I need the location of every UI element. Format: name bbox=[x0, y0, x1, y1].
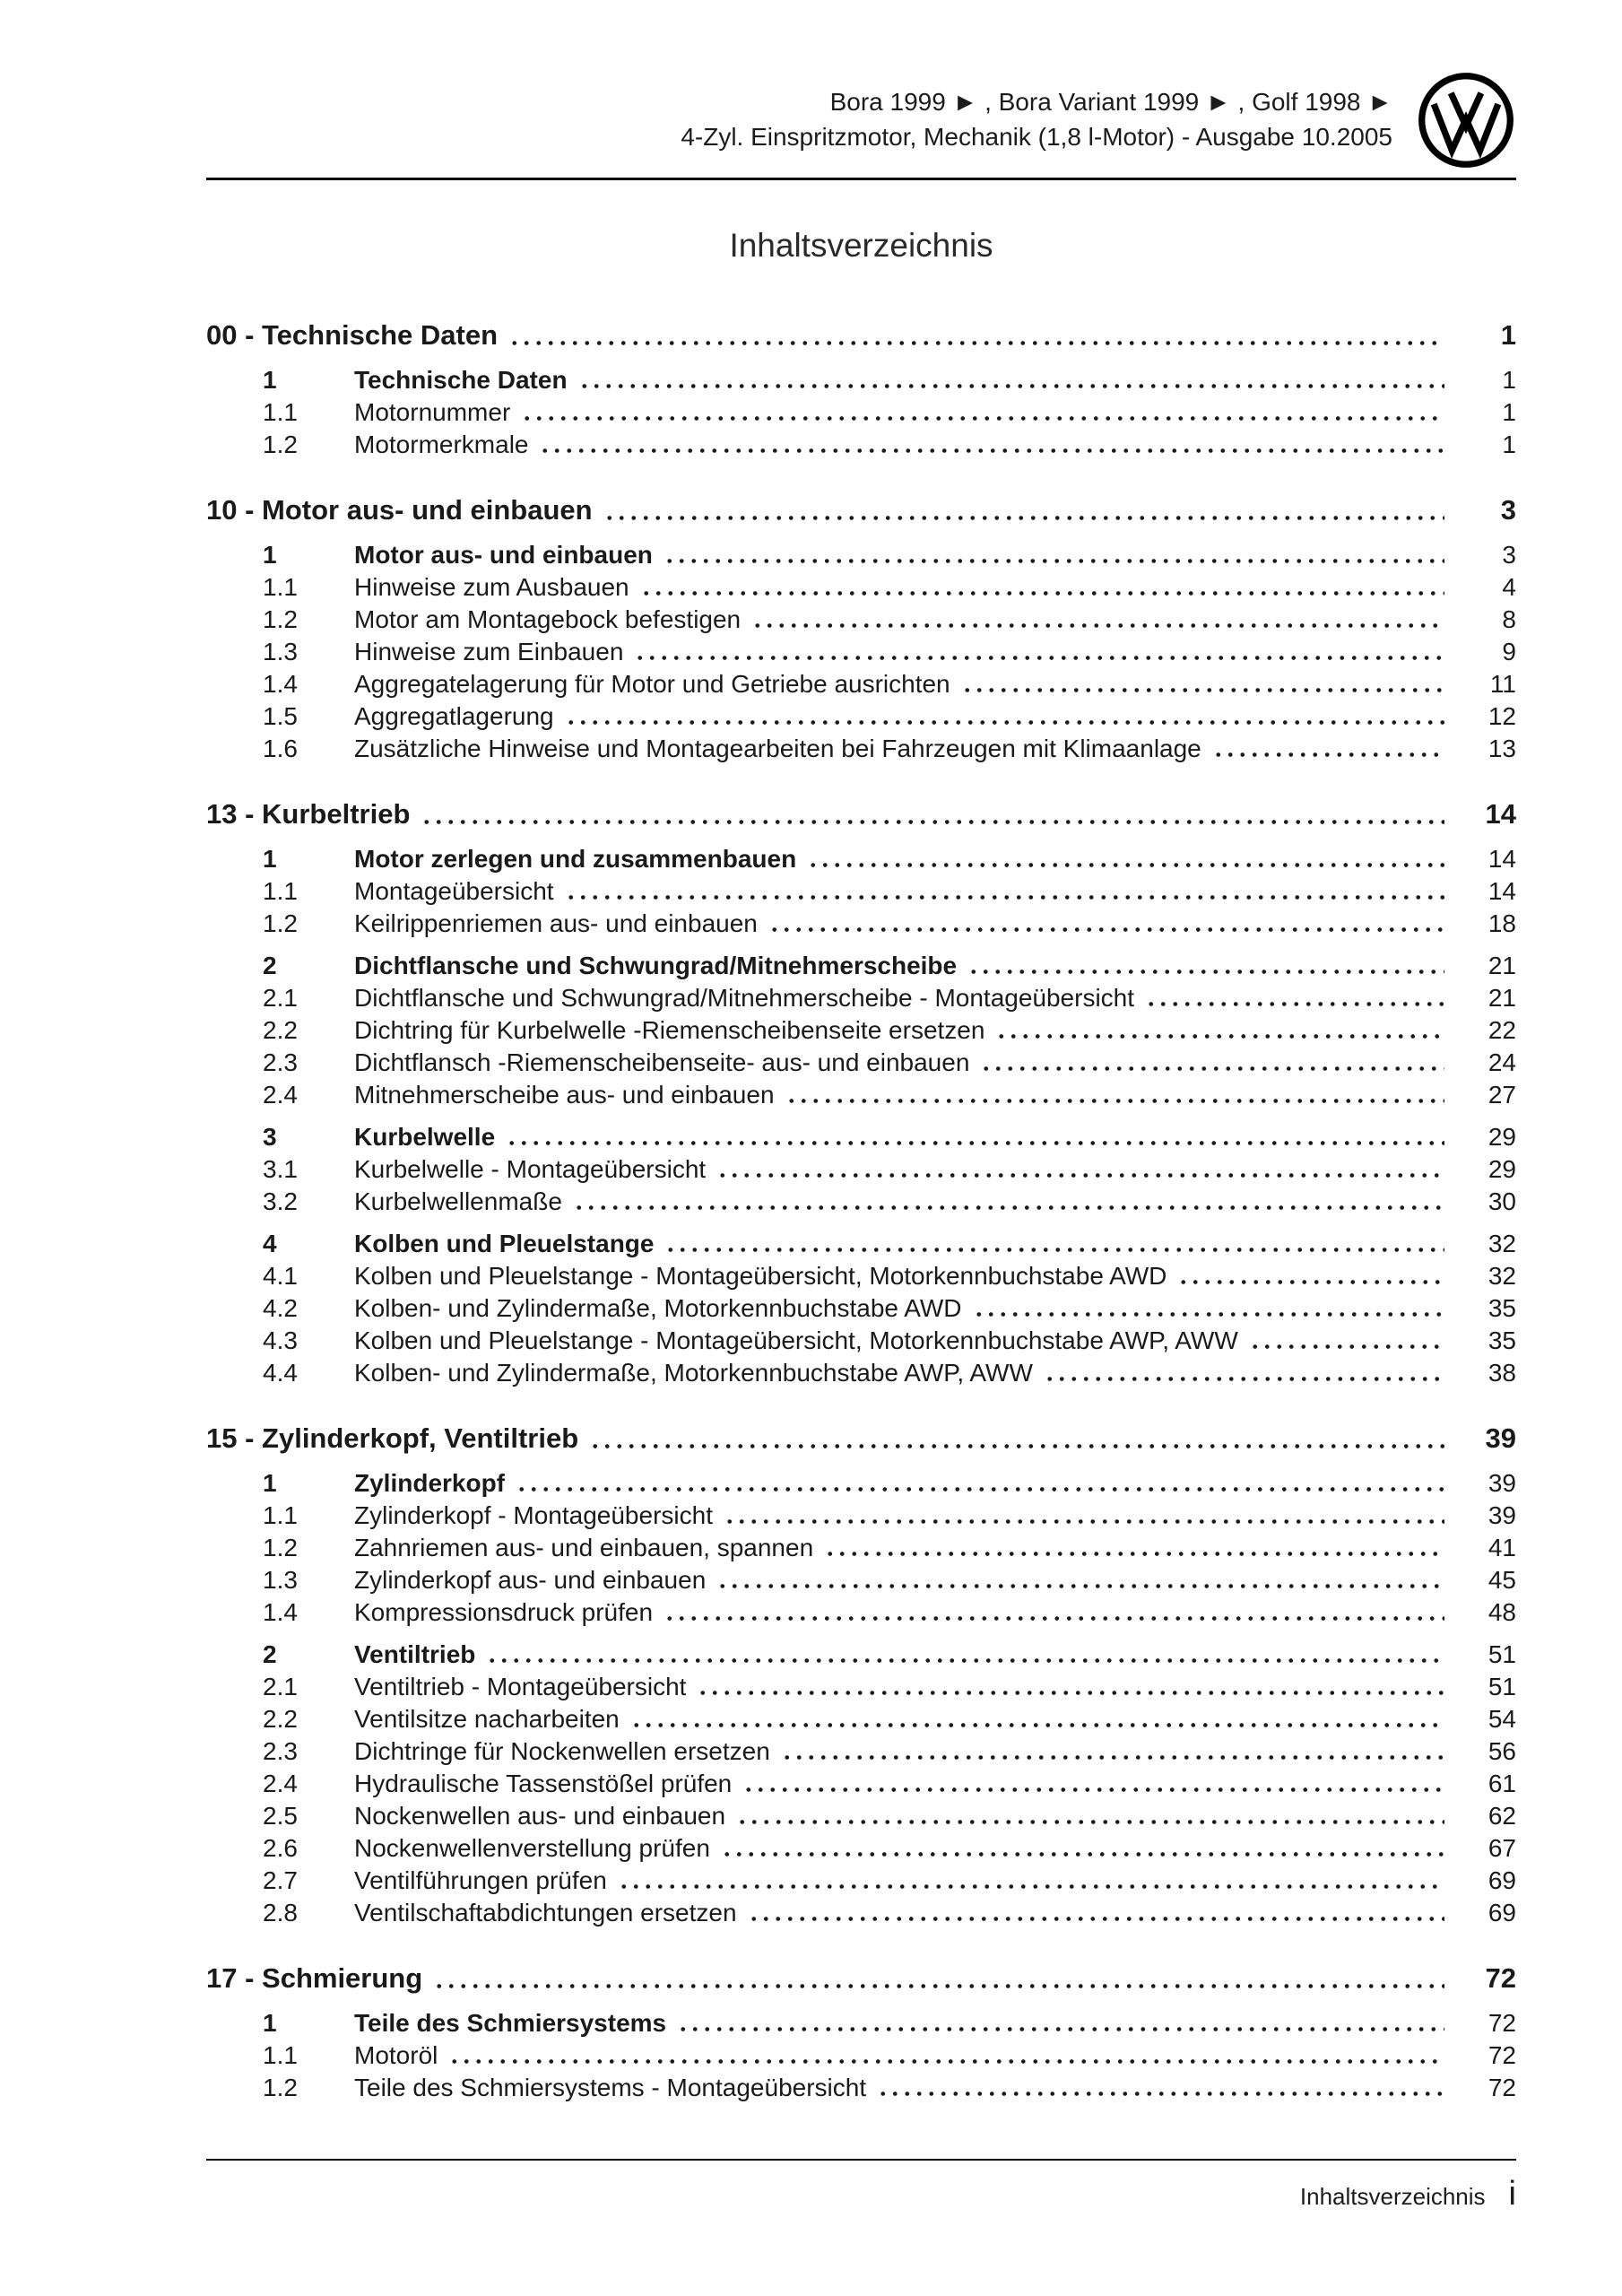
toc-section-row bbox=[206, 1897, 1516, 1929]
toc-chapter-row bbox=[206, 1960, 1516, 1997]
dot-leader bbox=[961, 668, 1444, 700]
section-page-number: 35 bbox=[1488, 1294, 1516, 1322]
section-page-number: 1 bbox=[1502, 366, 1516, 394]
section-page-number: 51 bbox=[1488, 1640, 1516, 1668]
section-page-number: 14 bbox=[1488, 845, 1516, 873]
toc-section-row bbox=[206, 1768, 1516, 1800]
chapter-page-number: 72 bbox=[1485, 1962, 1516, 1994]
section-page-number: 61 bbox=[1488, 1770, 1516, 1797]
dot-leader bbox=[807, 843, 1444, 875]
toc-section-row bbox=[206, 1467, 1516, 1500]
page-footer bbox=[206, 2159, 1516, 2213]
section-number: 1.3 bbox=[263, 1566, 298, 1594]
section-label: Zahnriemen aus- und einbauen, spannen bbox=[354, 1534, 814, 1561]
section-page-number: 27 bbox=[1488, 1081, 1516, 1109]
toc-section-row bbox=[206, 571, 1516, 604]
toc-section-row bbox=[206, 1186, 1516, 1218]
section-number: 2.6 bbox=[263, 1834, 298, 1862]
toc-section-row bbox=[206, 1121, 1516, 1153]
toc-chapter-row bbox=[206, 317, 1516, 354]
toc-section-row bbox=[206, 2007, 1516, 2039]
section-number: 2.2 bbox=[263, 1016, 298, 1044]
section-page-number: 9 bbox=[1502, 638, 1516, 665]
toc-section-row bbox=[206, 1079, 1516, 1111]
dot-leader bbox=[433, 1960, 1444, 1997]
chapter-page-number: 14 bbox=[1485, 798, 1516, 830]
section-number: 1.1 bbox=[263, 573, 298, 601]
dot-leader bbox=[486, 1639, 1444, 1671]
toc-chapter bbox=[206, 1420, 1516, 1929]
section-label: Kompressionsdruck prüfen bbox=[354, 1598, 654, 1626]
section-label: Dichtring für Kurbelwelle -Riemenscheibenseite ersetzen bbox=[354, 1016, 985, 1044]
section-number: 1.1 bbox=[263, 398, 298, 426]
dot-leader bbox=[634, 636, 1444, 668]
section-label: Keilrippenriemen aus- und einbauen bbox=[354, 909, 758, 937]
toc-section-row bbox=[206, 429, 1516, 461]
dot-leader bbox=[539, 429, 1444, 461]
section-number: 2.7 bbox=[263, 1866, 298, 1894]
section-page-number: 29 bbox=[1488, 1123, 1516, 1151]
section-label: Kolben- und Zylindermaße, Motorkennbuchstabe AWP, AWW bbox=[354, 1359, 1033, 1387]
section-number: 1.5 bbox=[263, 702, 298, 730]
section-label: Motor zerlegen und zusammenbauen bbox=[354, 845, 797, 873]
dot-leader bbox=[589, 1420, 1444, 1457]
chapter-page-number: 3 bbox=[1500, 494, 1516, 526]
section-page-number: 38 bbox=[1488, 1359, 1516, 1387]
section-number: 2.5 bbox=[263, 1802, 298, 1830]
toc-section-row bbox=[206, 1357, 1516, 1389]
toc-section-row bbox=[206, 908, 1516, 940]
chapter-label: 10 - Motor aus- und einbauen bbox=[206, 494, 593, 526]
toc-section-row bbox=[206, 1596, 1516, 1629]
toc-section-row bbox=[206, 636, 1516, 668]
header-edition-line: 4-Zyl. Einspritzmotor, Mechanik (1,8 l-Motor) - Ausgabe 10.2005 bbox=[681, 123, 1392, 151]
toc-section-row bbox=[206, 843, 1516, 875]
toc-chapter bbox=[206, 796, 1516, 1389]
dot-leader bbox=[578, 364, 1444, 396]
section-number: 3.2 bbox=[263, 1187, 298, 1215]
section-number: 1.4 bbox=[263, 1598, 298, 1626]
page-header bbox=[206, 70, 1516, 170]
section-page-number: 69 bbox=[1488, 1899, 1516, 1926]
table-of-contents bbox=[206, 317, 1516, 2104]
section-page-number: 4 bbox=[1502, 573, 1516, 601]
section-label: Dichtringe für Nockenwellen ersetzen bbox=[354, 1737, 770, 1765]
dot-leader bbox=[1044, 1357, 1444, 1389]
toc-chapter-row bbox=[206, 1420, 1516, 1457]
dot-leader bbox=[664, 539, 1444, 571]
dot-leader bbox=[565, 875, 1444, 908]
section-number: 2.4 bbox=[263, 1081, 298, 1109]
toc-section-row bbox=[206, 1532, 1516, 1564]
dot-leader bbox=[742, 1768, 1444, 1800]
section-number: 3.1 bbox=[263, 1155, 298, 1183]
section-label: Motor aus- und einbauen bbox=[354, 541, 653, 569]
toc-section-row bbox=[206, 1500, 1516, 1532]
toc-section-row bbox=[206, 1228, 1516, 1260]
section-number: 2 bbox=[263, 1640, 277, 1668]
toc-section-row bbox=[206, 982, 1516, 1014]
section-number: 2.3 bbox=[263, 1048, 298, 1076]
section-number: 1.6 bbox=[263, 735, 298, 762]
dot-leader bbox=[768, 908, 1444, 940]
section-page-number: 22 bbox=[1488, 1016, 1516, 1044]
footer-divider bbox=[206, 2159, 1516, 2161]
toc-chapter bbox=[206, 1960, 1516, 2104]
section-number: 1.3 bbox=[263, 638, 298, 665]
section-page-number: 3 bbox=[1502, 541, 1516, 569]
toc-chapter-row bbox=[206, 491, 1516, 529]
section-label: Zylinderkopf bbox=[354, 1469, 506, 1497]
toc-section-row bbox=[206, 2039, 1516, 2072]
dot-leader bbox=[697, 1671, 1444, 1703]
section-label: Kolben- und Zylindermaße, Motorkennbuchstabe AWD bbox=[354, 1294, 962, 1322]
section-number: 2.8 bbox=[263, 1899, 298, 1926]
section-page-number: 13 bbox=[1488, 735, 1516, 762]
dot-leader bbox=[603, 491, 1444, 529]
toc-section-row bbox=[206, 2072, 1516, 2104]
section-page-number: 56 bbox=[1488, 1737, 1516, 1765]
section-page-number: 29 bbox=[1488, 1155, 1516, 1183]
section-label: Teile des Schmiersystems bbox=[354, 2009, 667, 2037]
section-label: Ventilschaftabdichtungen ersetzen bbox=[354, 1899, 737, 1926]
toc-section-row bbox=[206, 1703, 1516, 1735]
section-page-number: 48 bbox=[1488, 1598, 1516, 1626]
section-number: 1.1 bbox=[263, 2041, 298, 2069]
chapter-label: 17 - Schmierung bbox=[206, 1962, 423, 1994]
section-label: Hinweise zum Ausbauen bbox=[354, 573, 629, 601]
section-label: Kurbelwelle - Montageübersicht bbox=[354, 1155, 707, 1183]
section-label: Zylinderkopf - Montageübersicht bbox=[354, 1501, 713, 1529]
section-page-number: 32 bbox=[1488, 1262, 1516, 1290]
footer-label: Inhaltsverzeichnis bbox=[1299, 2183, 1486, 2210]
section-number: 1.2 bbox=[263, 1534, 298, 1561]
section-label: Kolben und Pleuelstange - Montageübersicht, Motorkennbuchstabe AWP, AWW bbox=[354, 1326, 1238, 1354]
dot-leader bbox=[736, 1800, 1444, 1832]
section-number: 1 bbox=[263, 845, 277, 873]
section-label: Ventilsitze nacharbeiten bbox=[354, 1705, 620, 1733]
section-label: Zusätzliche Hinweise und Montagearbeiten bei Fahrzeugen mit Klimaanlage bbox=[354, 735, 1201, 762]
section-number: 4.4 bbox=[263, 1359, 298, 1387]
dot-leader bbox=[516, 1467, 1444, 1500]
toc-section-row bbox=[206, 1260, 1516, 1292]
section-page-number: 72 bbox=[1488, 2041, 1516, 2069]
dot-leader bbox=[716, 1153, 1444, 1186]
dot-leader bbox=[508, 317, 1444, 354]
dot-leader bbox=[677, 2007, 1444, 2039]
toc-section-row bbox=[206, 1153, 1516, 1186]
section-page-number: 72 bbox=[1488, 2074, 1516, 2101]
vw-logo-icon bbox=[1416, 70, 1516, 170]
dot-leader bbox=[1177, 1260, 1444, 1292]
section-label: Motormerkmale bbox=[354, 430, 529, 458]
dot-leader bbox=[751, 604, 1444, 636]
chapter-label: 13 - Kurbeltrieb bbox=[206, 798, 411, 830]
section-label: Hinweise zum Einbauen bbox=[354, 638, 624, 665]
dot-leader bbox=[640, 571, 1444, 604]
section-number: 1.2 bbox=[263, 2074, 298, 2101]
section-number: 4.2 bbox=[263, 1294, 298, 1322]
section-label: Kolben und Pleuelstange - Montageübersicht, Motorkennbuchstabe AWD bbox=[354, 1262, 1167, 1290]
section-label: Ventiltrieb - Montageübersicht bbox=[354, 1673, 687, 1700]
dot-leader bbox=[748, 1897, 1444, 1929]
section-label: Teile des Schmiersystems - Montageübersicht bbox=[354, 2074, 867, 2101]
dot-leader bbox=[1145, 982, 1444, 1014]
dot-leader bbox=[980, 1047, 1444, 1079]
section-page-number: 1 bbox=[1502, 398, 1516, 426]
toc-section-row bbox=[206, 668, 1516, 700]
toc-section-row bbox=[206, 396, 1516, 429]
dot-leader bbox=[781, 1735, 1444, 1768]
section-number: 3 bbox=[263, 1123, 277, 1151]
toc-section-row bbox=[206, 364, 1516, 396]
section-page-number: 1 bbox=[1502, 430, 1516, 458]
section-number: 2.4 bbox=[263, 1770, 298, 1797]
dot-leader bbox=[877, 2072, 1444, 2104]
section-label: Mitnehmerscheibe aus- und einbauen bbox=[354, 1081, 775, 1109]
section-number: 1.4 bbox=[263, 670, 298, 698]
section-number: 1 bbox=[263, 1469, 277, 1497]
section-label: Montageübersicht bbox=[354, 877, 554, 905]
dot-leader bbox=[1249, 1325, 1444, 1357]
toc-section-row bbox=[206, 1639, 1516, 1671]
section-page-number: 67 bbox=[1488, 1834, 1516, 1862]
section-page-number: 69 bbox=[1488, 1866, 1516, 1894]
section-number: 1.2 bbox=[263, 605, 298, 633]
toc-chapter bbox=[206, 317, 1516, 461]
chapter-label: 00 - Technische Daten bbox=[206, 319, 499, 351]
toc-section-row bbox=[206, 875, 1516, 908]
chapter-label: 15 - Zylinderkopf, Ventiltrieb bbox=[206, 1422, 579, 1454]
dot-leader bbox=[630, 1703, 1444, 1735]
section-page-number: 62 bbox=[1488, 1802, 1516, 1830]
header-model-line: Bora 1999 ► , Bora Variant 1999 ► , Golf 1998 ► bbox=[829, 88, 1392, 117]
toc-section-row bbox=[206, 1832, 1516, 1865]
section-page-number: 21 bbox=[1488, 984, 1516, 1012]
dot-leader bbox=[967, 950, 1444, 982]
section-page-number: 21 bbox=[1488, 952, 1516, 979]
page-title: Inhaltsverzeichnis bbox=[729, 227, 993, 264]
toc-section-row bbox=[206, 1047, 1516, 1079]
toc-section-row bbox=[206, 1735, 1516, 1768]
section-label: Kurbelwellenmaße bbox=[354, 1187, 562, 1215]
section-page-number: 18 bbox=[1488, 909, 1516, 937]
toc-section-row bbox=[206, 604, 1516, 636]
toc-section-row bbox=[206, 1865, 1516, 1897]
section-label: Dichtflansch -Riemenscheibenseite- aus- und einbauen bbox=[354, 1048, 970, 1076]
section-page-number: 72 bbox=[1488, 2009, 1516, 2037]
section-page-number: 14 bbox=[1488, 877, 1516, 905]
dot-leader bbox=[721, 1832, 1444, 1865]
section-label: Kolben und Pleuelstange bbox=[354, 1230, 655, 1257]
dot-leader bbox=[448, 2039, 1444, 2072]
dot-leader bbox=[664, 1596, 1444, 1629]
section-label: Ventiltrieb bbox=[354, 1640, 476, 1668]
toc-section-row bbox=[206, 733, 1516, 765]
section-number: 1 bbox=[263, 541, 277, 569]
header-divider bbox=[206, 178, 1516, 180]
section-number: 2.1 bbox=[263, 1673, 298, 1700]
section-number: 1.1 bbox=[263, 1501, 298, 1529]
footer-text-block bbox=[206, 2175, 1516, 2213]
toc-section-row bbox=[206, 1014, 1516, 1047]
dot-leader bbox=[724, 1500, 1444, 1532]
section-page-number: 24 bbox=[1488, 1048, 1516, 1076]
section-label: Nockenwellenverstellung prüfen bbox=[354, 1834, 710, 1862]
section-label: Motoröl bbox=[354, 2041, 438, 2069]
dot-leader bbox=[973, 1292, 1444, 1325]
toc-section-row bbox=[206, 1292, 1516, 1325]
footer-page-number: i bbox=[1508, 2175, 1516, 2213]
section-label: Technische Daten bbox=[354, 366, 568, 394]
section-label: Dichtflansche und Schwungrad/Mitnehmerscheibe - Montageübersicht bbox=[354, 984, 1135, 1012]
toc-section-row bbox=[206, 700, 1516, 733]
section-number: 1.1 bbox=[263, 877, 298, 905]
section-label: Ventilführungen prüfen bbox=[354, 1866, 607, 1894]
section-page-number: 8 bbox=[1502, 605, 1516, 633]
chapter-page-number: 1 bbox=[1500, 319, 1516, 351]
dot-leader bbox=[421, 796, 1444, 833]
toc-section-row bbox=[206, 950, 1516, 982]
section-label: Kurbelwelle bbox=[354, 1123, 496, 1151]
section-page-number: 11 bbox=[1489, 670, 1516, 698]
section-page-number: 54 bbox=[1488, 1705, 1516, 1733]
section-number: 1 bbox=[263, 2009, 277, 2037]
section-label: Aggregatlagerung bbox=[354, 702, 554, 730]
section-label: Dichtflansche und Schwungrad/Mitnehmerscheibe bbox=[354, 952, 958, 979]
section-number: 1 bbox=[263, 366, 277, 394]
dot-leader bbox=[785, 1079, 1444, 1111]
section-number: 2.1 bbox=[263, 984, 298, 1012]
section-label: Zylinderkopf aus- und einbauen bbox=[354, 1566, 707, 1594]
toc-section-row bbox=[206, 539, 1516, 571]
section-number: 4.1 bbox=[263, 1262, 298, 1290]
dot-leader bbox=[618, 1865, 1444, 1897]
toc-section-row bbox=[206, 1671, 1516, 1703]
section-page-number: 39 bbox=[1488, 1469, 1516, 1497]
dot-leader bbox=[521, 396, 1444, 429]
section-number: 4.3 bbox=[263, 1326, 298, 1354]
section-page-number: 12 bbox=[1488, 702, 1516, 730]
dot-leader bbox=[573, 1186, 1444, 1218]
dot-leader bbox=[1212, 733, 1444, 765]
dot-leader bbox=[716, 1564, 1444, 1596]
toc-section-row bbox=[206, 1325, 1516, 1357]
section-number: 1.2 bbox=[263, 430, 298, 458]
section-number: 2.2 bbox=[263, 1705, 298, 1733]
dot-leader bbox=[824, 1532, 1444, 1564]
section-number: 2 bbox=[263, 952, 277, 979]
section-page-number: 30 bbox=[1488, 1187, 1516, 1215]
dot-leader bbox=[565, 700, 1444, 733]
toc-section-row bbox=[206, 1564, 1516, 1596]
toc-chapter bbox=[206, 491, 1516, 765]
section-page-number: 32 bbox=[1488, 1230, 1516, 1257]
section-page-number: 35 bbox=[1488, 1326, 1516, 1354]
section-page-number: 45 bbox=[1488, 1566, 1516, 1594]
section-number: 2.3 bbox=[263, 1737, 298, 1765]
section-page-number: 39 bbox=[1488, 1501, 1516, 1529]
section-label: Motornummer bbox=[354, 398, 511, 426]
chapter-page-number: 39 bbox=[1485, 1422, 1516, 1454]
section-page-number: 41 bbox=[1488, 1534, 1516, 1561]
section-number: 1.2 bbox=[263, 909, 298, 937]
section-label: Aggregatelagerung für Motor und Getriebe ausrichten bbox=[354, 670, 950, 698]
toc-chapter-row bbox=[206, 796, 1516, 833]
dot-leader bbox=[506, 1121, 1444, 1153]
header-text-block bbox=[681, 85, 1392, 154]
section-page-number: 51 bbox=[1488, 1673, 1516, 1700]
section-label: Nockenwellen aus- und einbauen bbox=[354, 1802, 726, 1830]
toc-section-row bbox=[206, 1800, 1516, 1832]
dot-leader bbox=[664, 1228, 1444, 1260]
section-number: 4 bbox=[263, 1230, 277, 1257]
section-label: Motor am Montagebock befestigen bbox=[354, 605, 742, 633]
section-label: Hydraulische Tassenstößel prüfen bbox=[354, 1770, 733, 1797]
dot-leader bbox=[995, 1014, 1444, 1047]
